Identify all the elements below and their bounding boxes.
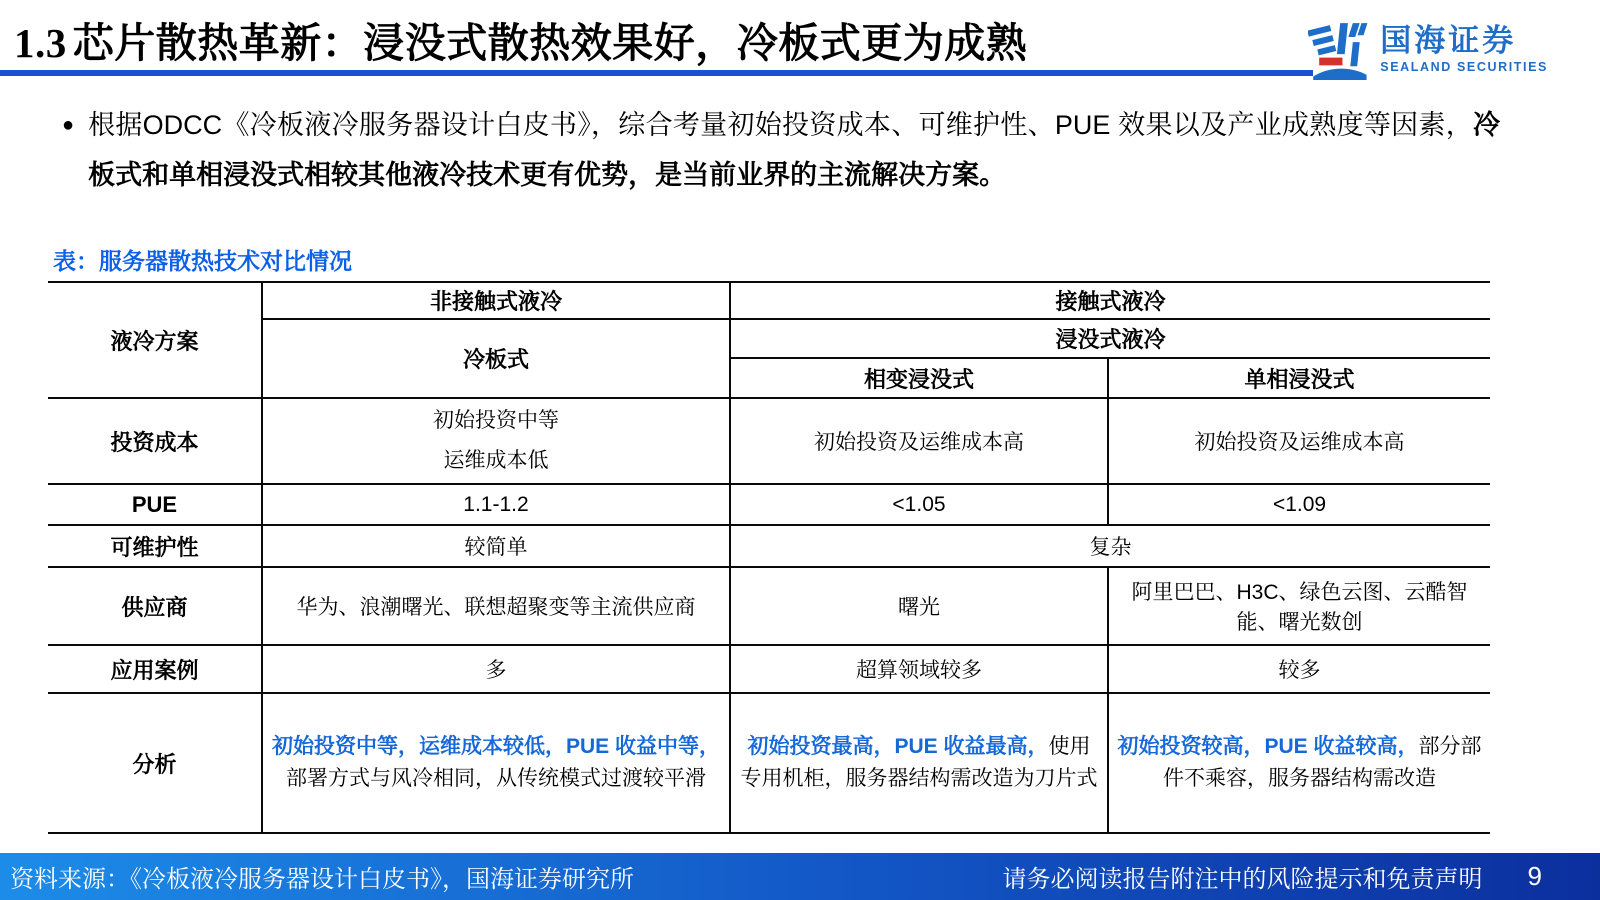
cell-maintainability-contact: 复杂 xyxy=(730,525,1490,567)
page-title xyxy=(14,10,1027,69)
logo-name-cn: 国海证券 xyxy=(1380,22,1517,58)
header-non-contact: 非接触式液冷 xyxy=(262,282,730,319)
cell-investment-phase-change: 初始投资及运维成本高 xyxy=(730,398,1108,484)
intro-text-normal: 根据ODCC《冷板液冷服务器设计白皮书》，综合考量初始投资成本、可维护性、PUE 效果以及产业成熟度等因素， xyxy=(88,110,1473,140)
section-number: 1.3 xyxy=(14,20,67,66)
cell-cases-cold-plate: 多 xyxy=(262,645,730,693)
footer-bar xyxy=(0,853,1600,900)
table-caption: 表：服务器散热技术对比情况 xyxy=(53,248,352,274)
row-label-supplier: 供应商 xyxy=(48,567,262,645)
header-scheme: 液冷方案 xyxy=(48,282,262,398)
analysis-phase-change-highlight: 初始投资最高，PUE 收益最高， xyxy=(747,735,1049,758)
cell-investment-cold-plate xyxy=(262,398,730,484)
cell-maintainability-cold-plate: 较简单 xyxy=(262,525,730,567)
analysis-cold-plate-rest: 部署方式与风冷相同，从传统模式过渡较平滑 xyxy=(286,767,706,790)
analysis-single-phase-highlight: 初始投资较高，PUE 收益较高， xyxy=(1117,735,1419,758)
intro-bullet xyxy=(62,100,1500,200)
page-number: 9 xyxy=(1527,861,1542,891)
cell-investment-cold-plate-line1: 初始投资中等 xyxy=(433,409,559,432)
source-text: 资料来源：《冷板液冷服务器设计白皮书》，国海证券研究所 xyxy=(10,866,634,893)
cell-cases-single-phase: 较多 xyxy=(1108,645,1490,693)
header-immersion: 浸没式液冷 xyxy=(730,319,1490,358)
analysis-single-phase-rest: 部分部件不乘容，服务器结构需改造 xyxy=(1163,735,1482,790)
logo-name-en: SEALAND SECURITIES xyxy=(1380,59,1548,74)
title-underline xyxy=(0,70,1313,76)
row-label-pue: PUE xyxy=(48,484,262,525)
disclaimer-text: 请务必阅读报告附注中的风险提示和免责声明 xyxy=(1002,866,1483,893)
sealand-logo xyxy=(1308,18,1548,80)
cell-supplier-phase-change: 曙光 xyxy=(730,567,1108,645)
row-label-analysis: 分析 xyxy=(48,693,262,833)
row-label-maintainability: 可维护性 xyxy=(48,525,262,567)
cooling-comparison-table xyxy=(48,281,1490,834)
row-label-cases: 应用案例 xyxy=(48,645,262,693)
row-label-investment: 投资成本 xyxy=(48,398,262,484)
header-phase-change: 相变浸没式 xyxy=(730,358,1108,398)
cell-investment-cold-plate-line2: 运维成本低 xyxy=(443,449,549,472)
intro-paragraph xyxy=(88,100,1500,200)
cell-supplier-cold-plate: 华为、浪潮曙光、联想超聚变等主流供应商 xyxy=(262,567,730,645)
bullet-icon: ● xyxy=(62,114,75,136)
header-contact: 接触式液冷 xyxy=(730,282,1490,319)
cell-analysis-cold-plate xyxy=(262,693,730,833)
cell-supplier-single-phase: 阿里巴巴、H3C、绿色云图、云酷智能、曙光数创 xyxy=(1108,567,1490,645)
cell-cases-phase-change: 超算领域较多 xyxy=(730,645,1108,693)
sealand-logo-icon xyxy=(1308,18,1370,80)
analysis-cold-plate-highlight: 初始投资中等，运维成本较低，PUE 收益中等， xyxy=(271,735,720,758)
cell-investment-single-phase: 初始投资及运维成本高 xyxy=(1108,398,1490,484)
page-title-text: 芯片散热革新：浸没式散热效果好，冷板式更为成熟 xyxy=(72,20,1028,66)
analysis-phase-change-rest: 使用专用机柜，服务器结构需改造为刀片式 xyxy=(740,735,1098,790)
intro-text-bold: 冷板式和单相浸没式相较其他液冷技术更有优势，是当前业界的主流解决方案。 xyxy=(88,110,1500,190)
cell-pue-cold-plate: 1.1-1.2 xyxy=(262,484,730,525)
logo-text xyxy=(1380,22,1548,74)
cell-pue-single-phase: <1.09 xyxy=(1108,484,1490,525)
cell-analysis-single-phase xyxy=(1108,693,1490,833)
cell-analysis-phase-change xyxy=(730,693,1108,833)
header-single-phase: 单相浸没式 xyxy=(1108,358,1490,398)
header-cold-plate: 冷板式 xyxy=(262,319,730,398)
cell-pue-phase-change: <1.05 xyxy=(730,484,1108,525)
